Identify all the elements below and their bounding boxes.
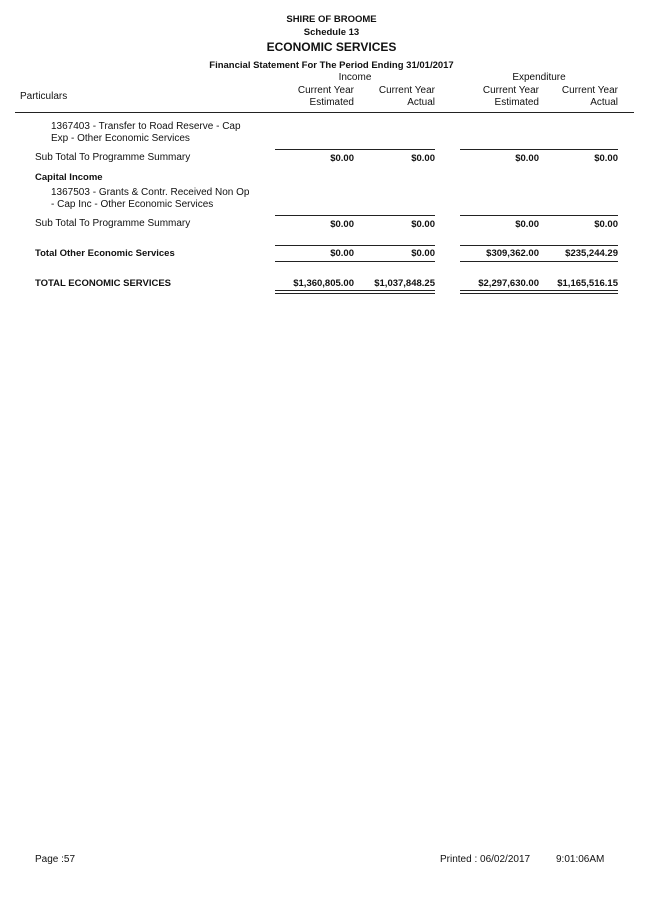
total-economic-expenditure-double-underline <box>460 290 618 294</box>
subtotal2-col4: $0.00 <box>594 219 618 230</box>
subtotal2-col2: $0.00 <box>411 219 435 230</box>
item1-line1: 1367403 - Transfer to Road Reserve - Cap <box>51 121 241 132</box>
subtotal1-income-rule <box>275 149 435 150</box>
col2-current-year: Current Year <box>378 85 435 96</box>
subtotal1-col2: $0.00 <box>411 153 435 164</box>
subtotal1-label: Sub Total To Programme Summary <box>35 152 191 163</box>
col1-current-year: Current Year <box>297 85 354 96</box>
particulars-header: Particulars <box>20 91 68 102</box>
total-other-col1: $0.00 <box>330 248 354 259</box>
total-other-income-rule <box>275 245 435 246</box>
col3-estimated: Estimated <box>494 97 539 108</box>
item1-line2: Exp - Other Economic Services <box>51 133 190 144</box>
subtotal1-col3: $0.00 <box>515 153 539 164</box>
col4-actual: Actual <box>590 97 618 108</box>
subtotal1-expenditure-rule <box>460 149 618 150</box>
col3-current-year: Current Year <box>482 85 539 96</box>
page-number: Page :57 <box>35 854 76 865</box>
income-header: Income <box>338 72 372 83</box>
total-other-col4: $235,244.29 <box>565 248 618 259</box>
total-economic-col2: $1,037,848.25 <box>374 278 435 289</box>
subtotal2-label: Sub Total To Programme Summary <box>35 218 191 229</box>
total-economic-col3: $2,297,630.00 <box>478 278 539 289</box>
capital-income-heading: Capital Income <box>35 172 103 183</box>
total-economic-label: TOTAL ECONOMIC SERVICES <box>35 278 172 289</box>
total-economic-col4: $1,165,516.15 <box>557 278 618 289</box>
header-divider <box>15 112 634 113</box>
subtotal1-col4: $0.00 <box>594 153 618 164</box>
item2-line1: 1367503 - Grants & Contr. Received Non Op <box>51 187 250 198</box>
total-economic-col1: $1,360,805.00 <box>293 278 354 289</box>
item2-line2: - Cap Inc - Other Economic Services <box>51 199 214 210</box>
section-title: ECONOMIC SERVICES <box>266 40 397 54</box>
subtotal1-col1: $0.00 <box>330 153 354 164</box>
col1-estimated: Estimated <box>309 97 354 108</box>
subtotal2-col1: $0.00 <box>330 219 354 230</box>
total-other-col2: $0.00 <box>411 248 435 259</box>
printed-date: Printed : 06/02/2017 <box>440 854 531 865</box>
total-economic-income-double-underline <box>275 290 435 294</box>
subtotal2-col3: $0.00 <box>515 219 539 230</box>
subtotal2-income-rule <box>275 215 435 216</box>
col2-actual: Actual <box>407 97 435 108</box>
total-other-expenditure-rule <box>460 245 618 246</box>
total-other-expenditure-underline <box>460 261 618 262</box>
total-other-income-underline <box>275 261 435 262</box>
printed-time: 9:01:06AM <box>556 854 605 865</box>
period-title: Financial Statement For The Period Ending 31/01/2017 <box>209 60 454 71</box>
total-other-col3: $309,362.00 <box>486 248 539 259</box>
total-other-label: Total Other Economic Services <box>35 248 175 259</box>
council-name: SHIRE OF BROOME <box>286 14 377 25</box>
col4-current-year: Current Year <box>561 85 618 96</box>
subtotal2-expenditure-rule <box>460 215 618 216</box>
schedule-number: Schedule 13 <box>303 27 360 38</box>
expenditure-header: Expenditure <box>512 72 566 83</box>
